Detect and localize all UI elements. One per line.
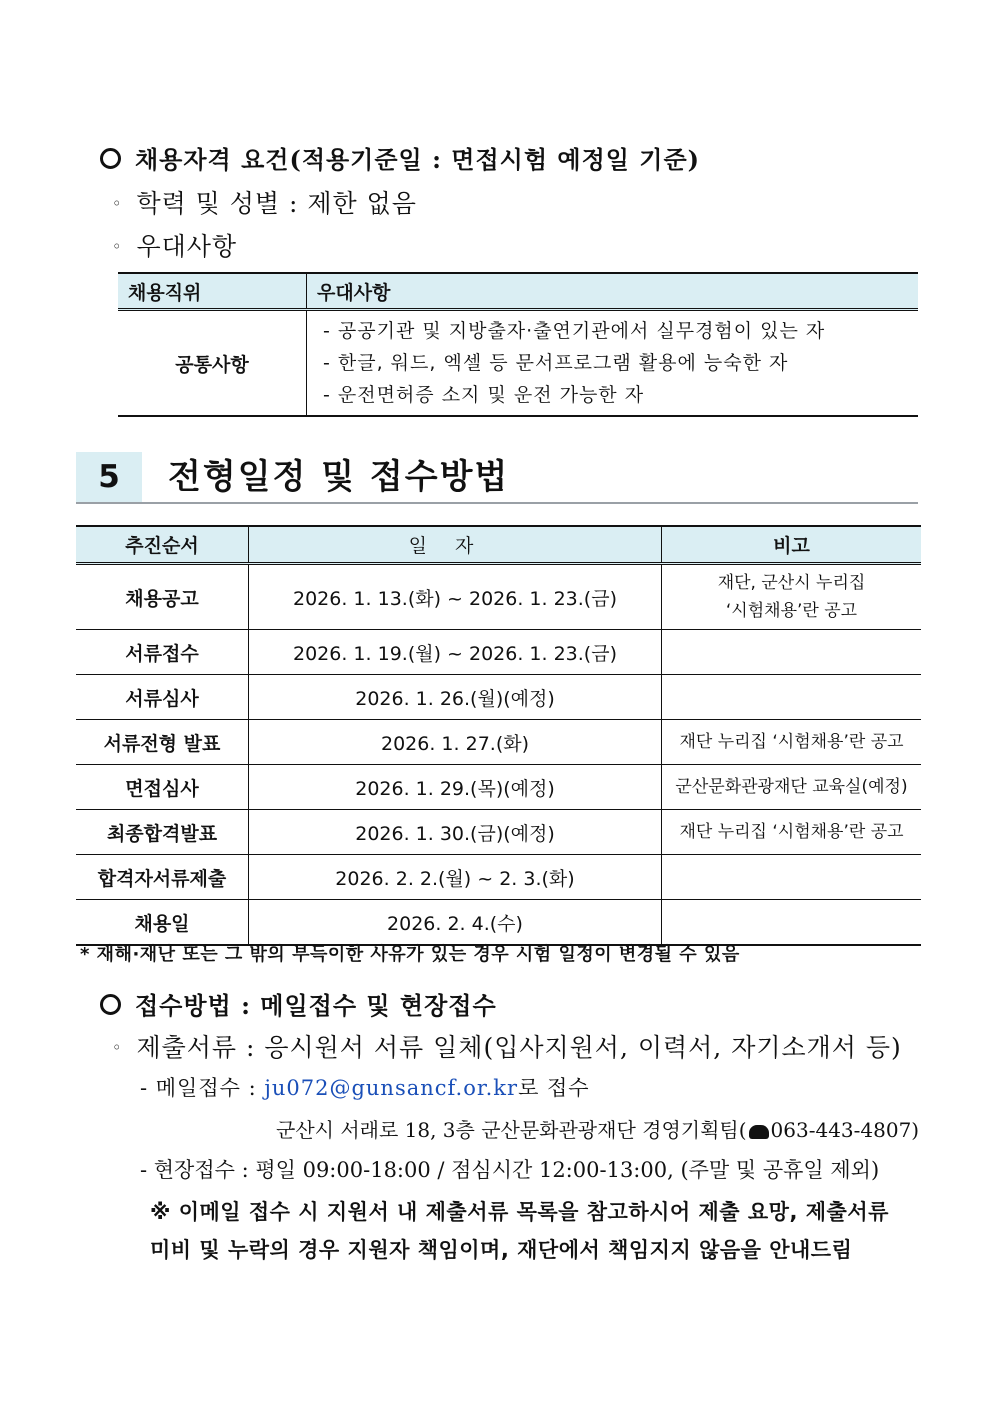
- note-line: 재단, 군산시 누리집: [717, 573, 866, 593]
- office-address-line: 군산시 서래로 18, 3층 군산문화관광재단 경영기획팀( 063-443-4807): [276, 1118, 920, 1142]
- schedule-footnote: * 재해·재난 또는 그 밖의 부득이한 사유가 있는 경우 시험 일정이 변경될 수 있음: [80, 944, 740, 965]
- circle-bullet-icon: [100, 994, 121, 1015]
- dot-bullet-icon: ◦: [112, 194, 123, 213]
- warning-line-1: ※ 이메일 접수 시 지원서 내 제출서류 목록을 참고하시어 제출 요망, 제출서류: [150, 1200, 889, 1224]
- qualification-item-preference: ◦ 우대사항: [112, 232, 238, 261]
- date-cell: 2026. 1. 30.(금)(예정): [249, 810, 662, 855]
- date-cell: 2026. 1. 19.(월) ~ 2026. 1. 23.(금): [249, 630, 662, 675]
- date-cell: 2026. 2. 4.(수): [249, 900, 662, 946]
- note-line: ‘시험채용’란 공고: [725, 601, 858, 621]
- table-header: 비고: [662, 526, 922, 564]
- circle-bullet-icon: [100, 148, 121, 169]
- table-header-row: [118, 273, 918, 310]
- step-cell: 채용공고: [76, 564, 249, 630]
- dot-bullet-icon: ◦: [112, 1038, 123, 1057]
- application-documents: ◦ 제출서류 : 응시원서 서류 일체(입사지원서, 이력서, 자기소개서 등): [112, 1033, 902, 1062]
- section-divider: [76, 502, 918, 504]
- table-row: [76, 765, 921, 810]
- note-cell: [662, 675, 922, 720]
- note-cell: 재단 누리집 ‘시험채용’란 공고: [662, 720, 922, 765]
- step-cell: 최종합격발표: [76, 810, 249, 855]
- email-submission-line: - 메일접수 : ju072@gunsancf.or.kr로 접수: [140, 1076, 590, 1100]
- table-row: [76, 855, 921, 900]
- note-cell: [662, 855, 922, 900]
- table-row: [76, 900, 921, 946]
- row-label: 공통사항: [118, 310, 307, 417]
- phone-icon: [749, 1125, 769, 1139]
- date-cell: 2026. 1. 27.(화): [249, 720, 662, 765]
- table-row: [76, 675, 921, 720]
- note-cell: [662, 630, 922, 675]
- table-row: [76, 810, 921, 855]
- schedule-table: [76, 525, 921, 946]
- date-cell: 2026. 1. 26.(월)(예정): [249, 675, 662, 720]
- preference-list: [307, 310, 919, 417]
- note-cell: [662, 900, 922, 946]
- email-link[interactable]: ju072@gunsancf.or.kr: [264, 1076, 519, 1100]
- table-header-row: [76, 526, 921, 564]
- date-cell: 2026. 1. 29.(목)(예정): [249, 765, 662, 810]
- step-cell: 서류전형 발표: [76, 720, 249, 765]
- note-cell: 재단 누리집 ‘시험채용’란 공고: [662, 810, 922, 855]
- table-row: [76, 720, 921, 765]
- table-header: 채용직위: [118, 273, 307, 310]
- table-header: 일자: [249, 526, 662, 564]
- qualification-item-education: ◦ 학력 및 성별 : 제한 없음: [112, 189, 417, 218]
- preference-line: - 한글, 워드, 엑셀 등 문서프로그램 활용에 능숙한 자: [323, 352, 789, 374]
- preference-table: [118, 272, 918, 417]
- section-number: 5: [76, 452, 142, 502]
- table-header: 우대사항: [307, 273, 919, 310]
- table-row: [76, 564, 921, 630]
- note-cell: [662, 564, 922, 630]
- table-row: [118, 310, 918, 417]
- step-cell: 서류심사: [76, 675, 249, 720]
- warning-line-2: 미비 및 누락의 경우 지원자 책임이며, 재단에서 책임지지 않음을 안내드림: [150, 1238, 853, 1262]
- preference-line: - 공공기관 및 지방출자·출연기관에서 실무경험이 있는 자: [323, 320, 826, 342]
- note-cell: 군산문화관광재단 교육실(예정): [662, 765, 922, 810]
- section-title: 전형일정 및 접수방법: [168, 457, 510, 497]
- step-cell: 면접심사: [76, 765, 249, 810]
- dot-bullet-icon: ◦: [112, 237, 123, 256]
- step-cell: 채용일: [76, 900, 249, 946]
- onsite-submission-line: - 현장접수 : 평일 09:00-18:00 / 점심시간 12:00-13:00, (주말 및 공휴일 제외): [140, 1158, 880, 1182]
- step-cell: 합격자서류제출: [76, 855, 249, 900]
- step-cell: 서류접수: [76, 630, 249, 675]
- date-cell: 2026. 1. 13.(화) ~ 2026. 1. 23.(금): [249, 564, 662, 630]
- table-row: [76, 630, 921, 675]
- date-cell: 2026. 2. 2.(월) ~ 2. 3.(화): [249, 855, 662, 900]
- table-header: 추진순서: [76, 526, 249, 564]
- preference-line: - 운전면허증 소지 및 운전 가능한 자: [323, 384, 645, 406]
- application-heading: 접수방법 : 메일접수 및 현장접수: [100, 986, 497, 1021]
- qualifications-heading: 채용자격 요건(적용기준일 : 면접시험 예정일 기준): [100, 140, 700, 175]
